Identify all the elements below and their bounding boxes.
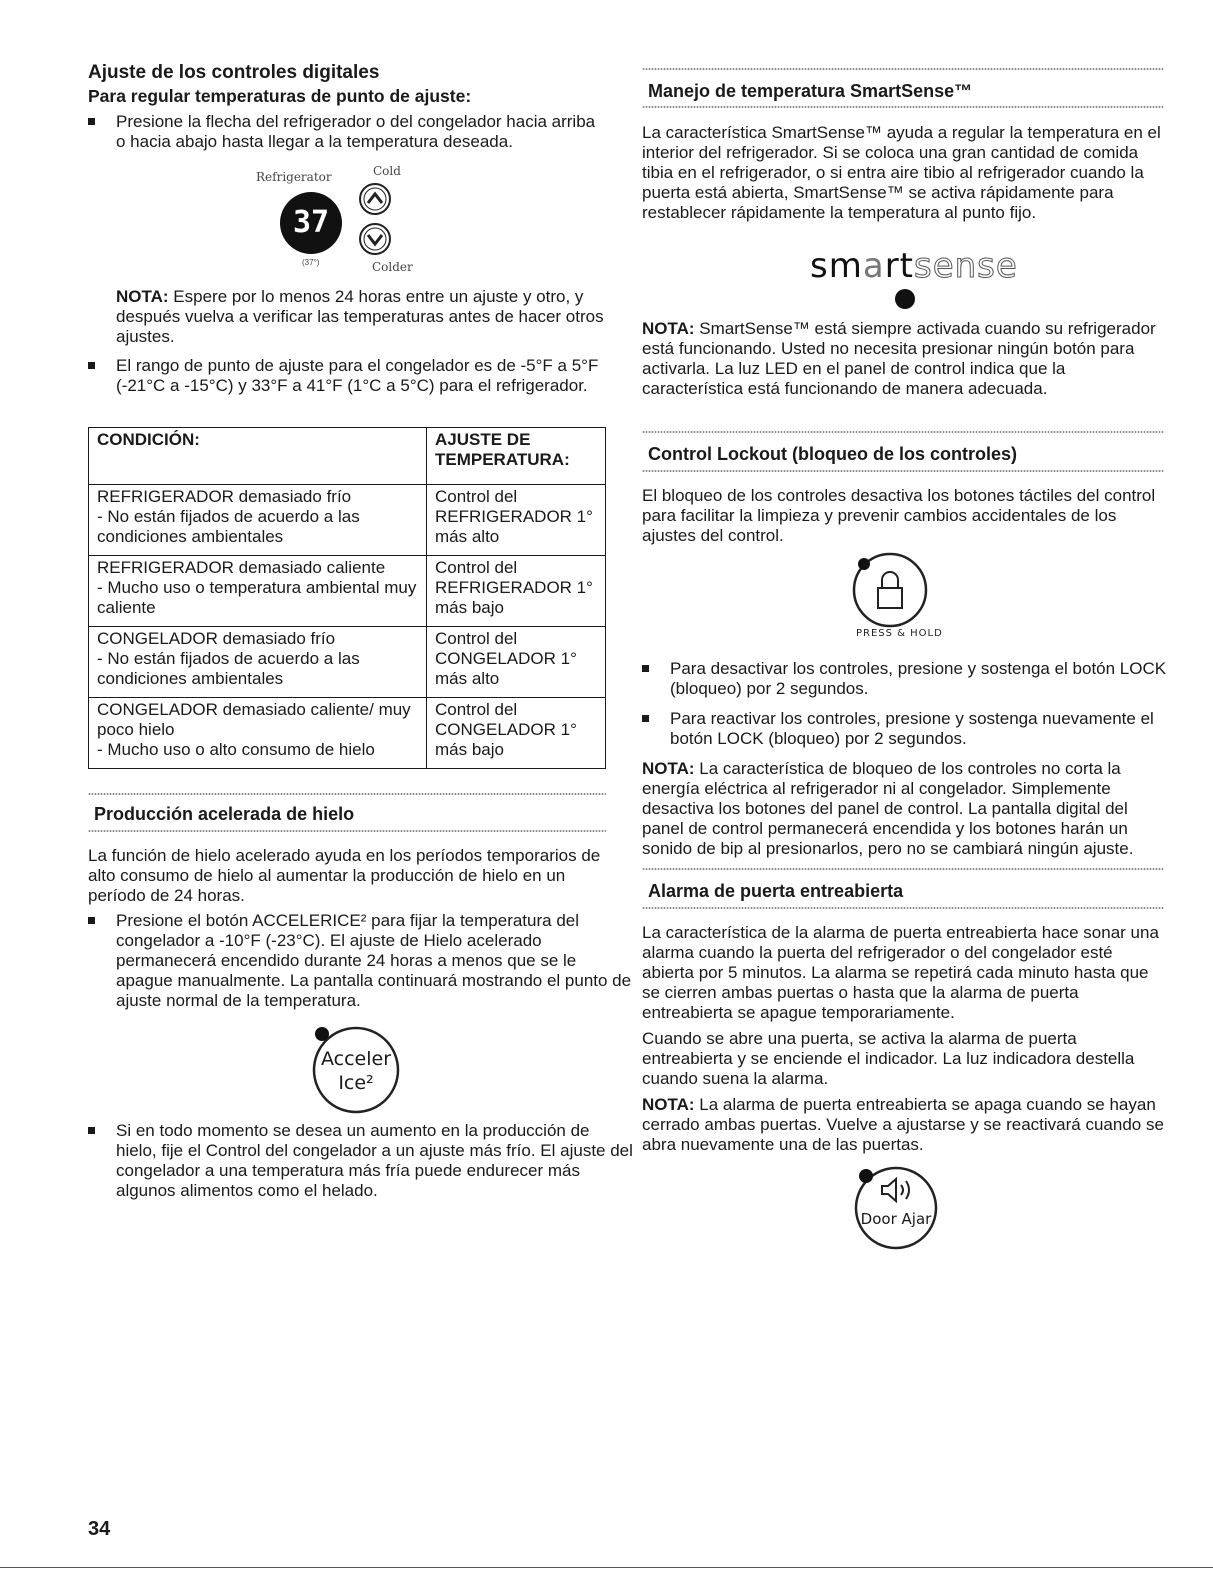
- dotted-divider: [642, 469, 1164, 473]
- logo-part: rt: [884, 246, 914, 286]
- table-row: [89, 698, 606, 769]
- condition-title: CONGELADOR demasiado frío: [97, 629, 336, 648]
- press-hold-caption: PRESS & HOLD: [856, 628, 943, 639]
- bullet-text: Presione la flecha del refrigerador o del congelador hacia arriba o hacia abajo hasta llegar a la temperatura deseada.: [116, 112, 596, 151]
- door-indicator-paragraph: Cuando se abre una puerta, se activa la alarma de puerta entreabierta y se enciende el indicador. La luz indicadora destella cuando suena la alarma.: [642, 1029, 1135, 1088]
- nota-label: NOTA:: [642, 1095, 695, 1114]
- condition-title: REFRIGERADOR demasiado frío: [97, 487, 352, 506]
- adjustment-line: REFRIGERADOR 1°: [435, 578, 593, 597]
- button-ring-icon: [308, 1022, 404, 1118]
- condition-title: CONGELADOR demasiado caliente/ muy poco hielo: [97, 700, 411, 739]
- smartsense-intro-paragraph: La característica SmartSense™ ayuda a regular la temperatura en el interior del refrigerador. Si se coloca una gran cantidad de comida tibia en el refrigerador, o si entra aire tibio al refrigerador cuando la puerta está abierta, SmartSense™ se activa rápidamente para restablecer rápidamente la temperatura al punto fijo.: [642, 123, 1161, 222]
- bullet-square-icon: [88, 917, 95, 924]
- nota-smartsense: [642, 319, 1164, 399]
- lockout-intro-paragraph: El bloqueo de los controles desactiva los botones táctiles del control para facilitar la limpieza y prevenir cambios accidentales de los ajustes del control.: [642, 486, 1156, 545]
- dotted-divider: [642, 867, 1164, 871]
- condition-detail: - No están fijados de acuerdo a las condiciones ambientales: [97, 507, 360, 546]
- section-title-control-lockout: Control Lockout (bloqueo de los controles): [648, 444, 1017, 464]
- door-ajar-label: Door Ajar: [860, 1210, 932, 1228]
- subheading-setpoint: Para regular temperaturas de punto de ajuste:: [88, 86, 472, 106]
- adjustment-line: Control del: [435, 629, 518, 648]
- condition-detail: - No están fijados de acuerdo a las condiciones ambientales: [97, 649, 360, 688]
- bullet-square-icon: [88, 362, 95, 369]
- adjustment-line: más alto: [435, 527, 500, 546]
- table-cell-adjustment: [427, 627, 606, 698]
- table-header-row: [89, 428, 606, 485]
- table-row: [89, 485, 606, 556]
- logo-part: sm: [810, 246, 863, 286]
- accelerice-button[interactable]: [308, 1022, 404, 1118]
- accelerice-label-line2: Ice²: [338, 1072, 374, 1094]
- adjustment-line: Control del: [435, 700, 518, 719]
- dotted-divider: [88, 829, 606, 833]
- adjustment-line: más alto: [435, 669, 500, 688]
- table-row: [89, 627, 606, 698]
- section-title-accelerated-ice: Producción acelerada de hielo: [94, 804, 355, 824]
- accelerice-label-line1: Acceler: [320, 1048, 392, 1070]
- bullet-text: El rango de punto de ajuste para el congelador es de -5°F a 5°F (-21°C a -15°C) y 33°F a 41°F (1°C a 5°C) para el refrigerador.: [116, 356, 599, 395]
- table-cell-condition: [89, 485, 427, 556]
- nota-text: Espere por lo menos 24 horas entre un ajuste y otro, y después vuelva a verificar las temperaturas antes de hacer otros ajustes.: [116, 287, 604, 346]
- bullet-text: Para desactivar los controles, presione y sostenga el botón LOCK (bloqueo) por 2 segundos.: [670, 659, 1167, 698]
- colder-label: Colder: [372, 260, 413, 274]
- lock-button[interactable]: [848, 550, 958, 650]
- bullet-square-icon: [88, 1127, 95, 1134]
- dotted-divider: [642, 105, 1164, 109]
- page-bottom-rule: [0, 1567, 1213, 1568]
- bullet-text: Para reactivar los controles, presione y sostenga nuevamente el botón LOCK (bloqueo) por 2 segundos.: [670, 709, 1154, 748]
- condition-detail: - Mucho uso o alto consumo de hielo: [97, 740, 375, 759]
- door-ajar-button[interactable]: [848, 1160, 944, 1256]
- logo-part: a: [862, 246, 885, 286]
- temperature-adjustment-table: [88, 427, 606, 769]
- nota-label: NOTA:: [116, 287, 169, 306]
- dotted-divider: [642, 67, 1164, 71]
- table-cell-condition: [89, 698, 427, 769]
- temperature-display: 37: [280, 192, 342, 254]
- bullet-square-icon: [88, 118, 95, 125]
- nota-text: SmartSense™ está siempre activada cuando su refrigerador está funcionando. Usted no necesita presionar ningún botón para activarla. La luz LED en el panel de control indica que la característica está funcionando de manera adecuada.: [642, 319, 1156, 398]
- arrow-down-icon[interactable]: [358, 222, 392, 256]
- page-number: 34: [88, 1518, 111, 1540]
- table-cell-adjustment: [427, 485, 606, 556]
- bullet-accelerice: [88, 911, 634, 1011]
- adjustment-line: REFRIGERADOR 1°: [435, 507, 593, 526]
- refrigerator-control-panel: [256, 160, 456, 280]
- temperature-unit-label: (37°): [302, 258, 320, 267]
- dotted-divider: [642, 430, 1164, 434]
- table-row: [89, 556, 606, 627]
- smartsense-wordmark: [810, 246, 1018, 286]
- condition-title: REFRIGERADOR demasiado caliente: [97, 558, 386, 577]
- table-cell-condition: [89, 556, 427, 627]
- nota-lockout: [642, 759, 1164, 859]
- bullet-colder-setting: [88, 1121, 634, 1201]
- ice-intro-paragraph: La función de hielo acelerado ayuda en los períodos temporarios de alto consumo de hielo al aumentar la producción de hielo en un período de 24 horas.: [88, 846, 601, 905]
- dotted-divider: [88, 792, 606, 796]
- refrigerator-label: Refrigerator: [256, 170, 332, 184]
- nota-label: NOTA:: [642, 319, 695, 338]
- bullet-deactivate-controls: [642, 659, 1192, 699]
- table-cell-adjustment: [427, 698, 606, 769]
- logo-part: sense: [914, 246, 1018, 286]
- column-header-condition: CONDICIÓN:: [89, 428, 427, 485]
- adjustment-line: más bajo: [435, 740, 504, 759]
- smartsense-logo: [810, 246, 1018, 316]
- table-cell-adjustment: [427, 556, 606, 627]
- column-header-adjustment: AJUSTE DE TEMPERATURA:: [427, 428, 606, 485]
- arrow-up-icon[interactable]: [358, 182, 392, 216]
- bullet-text: Si en todo momento se desea un aumento en la producción de hielo, fije el Control del congelador a un ajuste más frío. El ajuste del congelador a una temperatura más fría puede endurecer más algunos alimentos como el helado.: [116, 1121, 633, 1200]
- speaker-icon: [848, 1160, 944, 1256]
- bullet-square-icon: [642, 715, 649, 722]
- cold-label: Cold: [373, 164, 401, 178]
- dotted-divider: [642, 906, 1164, 910]
- adjustment-line: CONGELADOR 1°: [435, 649, 577, 668]
- nota-label: NOTA:: [642, 759, 695, 778]
- adjustment-line: Control del: [435, 558, 518, 577]
- section-title-door-ajar: Alarma de puerta entreabierta: [648, 881, 904, 901]
- nota-wait-24h: [116, 287, 606, 347]
- adjustment-line: Control del: [435, 487, 518, 506]
- adjustment-line: CONGELADOR 1°: [435, 720, 577, 739]
- condition-detail: - Mucho uso o temperatura ambiental muy caliente: [97, 578, 417, 617]
- adjustment-line: más bajo: [435, 598, 504, 617]
- bullet-reactivate-controls: [642, 709, 1192, 749]
- bullet-setpoint-range: [88, 356, 606, 396]
- bullet-text: Presione el botón ACCELERICE² para fijar la temperatura del congelador a -10°F (-23°C). El ajuste de Hielo acelerado permanecerá encendido durante 24 horas a menos que se le apague manualmente. La pantalla continuará mostrando el punto de ajuste normal de la temperatura.: [116, 911, 632, 1010]
- bullet-adjust-arrows: [88, 112, 596, 152]
- table-cell-condition: [89, 627, 427, 698]
- section-title-smartsense: Manejo de temperatura SmartSense™: [648, 81, 973, 101]
- door-alarm-paragraph: La característica de la alarma de puerta entreabierta hace sonar una alarma cuando la puerta del refrigerador o del congelador esté abierta por 5 minutos. La alarma se repetirá cada minuto hasta que se cierren ambas puertas o hasta que la alarma de puerta entreabierta se apague temporariamente.: [642, 923, 1159, 1022]
- nota-text: La alarma de puerta entreabierta se apaga cuando se hayan cerrado ambas puertas. Vuelve a ajustarse y se reactivará cuando se abra nuevamente una de las puertas.: [642, 1095, 1164, 1154]
- led-indicator-icon: [894, 288, 916, 310]
- bullet-square-icon: [642, 665, 649, 672]
- nota-door-ajar: [642, 1095, 1164, 1155]
- section-title-digital-controls: Ajuste de los controles digitales: [88, 62, 380, 83]
- nota-text: La característica de bloqueo de los controles no corta la energía eléctrica al refrigerador ni al congelador. Simplemente desactiva los botones del panel de control. La pantalla digital del panel de control permanecerá encendida y los botones harán un sonido de bip al presionarlos, pero no se cambiará ningún ajuste.: [642, 759, 1134, 858]
